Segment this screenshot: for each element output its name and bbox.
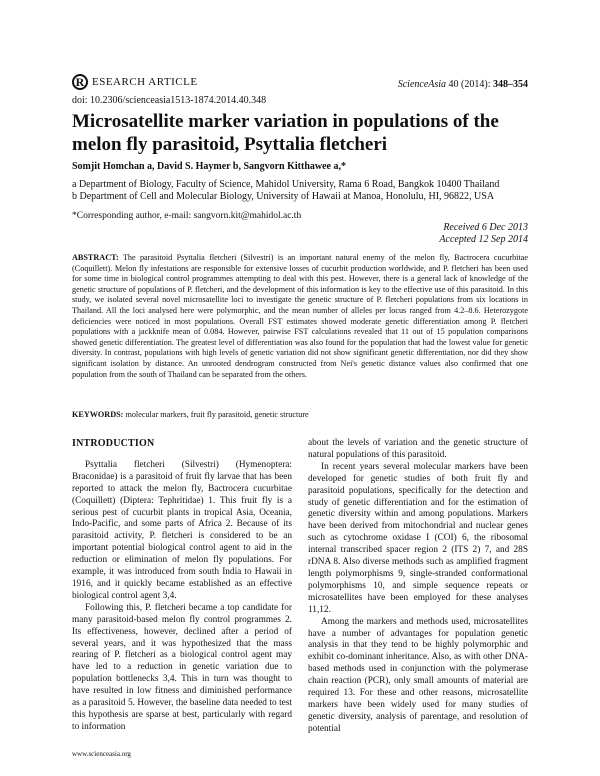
footer-url[interactable]: www.scienceasia.org — [72, 750, 131, 758]
abstract-label: ABSTRACT: — [72, 253, 119, 262]
intro-paragraph-4: Among the markers and methods used, microsatellites have a number of advantages for population genetic analysis in that they tend to be highly polymorphic and exhibit co-dominant inheritance. Also, as with other DNA-based methods used in conjunction with the polymerase chain reaction (PCR), only small amounts of material are required 13. For these and other reasons, microsatellite markers have been widely used for many studies of genetic diversity, analysis of parentage, and resolution of potential — [308, 616, 528, 734]
keywords-text: molecular markers, fruit fly parasitoid, genetic structure — [125, 410, 309, 419]
intro-paragraph-2: Following this, P. fletcheri became a top candidate for many parasitoid-based melon fly control programmes 2. Its effectiveness, however, declined after a period of several years, and it was hypothesized that the mass rearing of P. fletcheri as a biological control agent may have led to a reduction in genetic variation due to population bottlenecks 3,4. This in turn was thought to have resulted in low fitness and diminished performance as a parasitoid 5. However, the baseline data needed to test this hypothesis are sparse at best, particularly with regard to information — [72, 602, 292, 732]
keywords-label: KEYWORDS: — [72, 410, 124, 419]
intro-paragraph-1: Psyttalia fletcheri (Silvestri) (Hymenoptera: Braconidae) is a parasitoid of fruit fly larvae that has been reported to attack the melon fly, Bactrocera cucurbitae (Coquillett) (Diptera: Tephritidae) 1. This fruit fly is a serious pest of cucurbit plants in tropical Asia, Oceania, Indo-Pacific, and some parts of Africa 2. Because of its parasitoid activity, P. fletcheri is considered to be an important potential biological control agent to aid in the reduction or elimination of melon fly populations. For example, it was introduced from south India to Hawaii in 1916, and it quickly became established as an effective biological control agent 3,4. — [72, 459, 292, 601]
doi[interactable]: doi: 10.2306/scienceasia1513-1874.2014.40.348 — [72, 95, 267, 106]
section-heading-introduction: INTRODUCTION — [72, 438, 155, 449]
journal-logo: R — [72, 74, 88, 90]
journal-volume: 40 (2014): — [448, 79, 491, 90]
abstract — [72, 253, 528, 380]
intro-paragraph-continued: about the levels of variation and the genetic structure of natural populations of this parasitoid. — [308, 438, 528, 460]
article-type: ESEARCH ARTICLE — [92, 76, 198, 88]
paper-title: Microsatellite marker variation in populations of the melon fly parasitoid, Psyttalia fletcheri — [72, 111, 499, 155]
journal-citation — [398, 79, 528, 90]
intro-paragraph-3: In recent years several molecular markers have been developed for genetic studies of both fruit fly and parasitoid populations, specifically for the detection and study of genetic differentiation and for the estimation of genetic diversity within and among populations. Markers have been derived from mitochondrial and nuclear genes such as cytochrome oxidase I (COI) 6, the ribosomal internal transcribed spacer region 2 (ITS 2) 7, and 28S rDNA 8. Also diverse methods such as amplified fragment length polymorphisms 9, single-stranded conformational polymorphisms 10, and simple sequence repeats or microsatellites have been employed for these analyses 11,12. — [308, 461, 528, 615]
journal-pages: 348–354 — [493, 79, 528, 90]
journal-name: ScienceAsia — [397, 79, 447, 90]
accepted-date: Accepted 12 Sep 2014 — [439, 234, 528, 245]
abstract-text: The parasitoid Psyttalia fletcheri (Silvestri) is an important natural enemy of the melon fly, Bactrocera cucurbitae (Coquillett). Melon fly infestations are responsible for extensive losses of cucurbit production worldwide, and P. fletcheri has been used for some time in biological control programmes attempting to deal with this pest. However, there is a general lack of knowledge of the genetic structure of populations of P. fletcheri, and the development of this information is key to the effective use of this parasitoid. In this study, we isolated several novel microsatellite loci to investigate the genetic structure of P. fletcheri populations from six locations in Thailand. All the loci analysed here were polymorphic, and the mean number of alleles per locus ranged from 4.2–8.6. Heterozygote deficiencies were noticed in most populations. Overall FST estimates showed moderate genetic differentiation among P. fletcheri populations with a jackknife mean of 0.084. However, pairwise FST calculations revealed that 11 out of 15 population comparisons showed genetic differentiation. The greatest level of differentiation was also found for the population that had the lowest value for genetic diversity. In contrast, populations with high levels of genetic variation did not show significant genetic differentiation, nor did they show significant isolation by distance. An unrooted dendrogram constructed from Nei's genetic distance values also confirmed that one population from the south of Thailand can be separated from the others. — [72, 253, 528, 379]
authors: Somjit Homchan a, David S. Haymer b, Sangvorn Kitthawee a,* — [72, 161, 346, 172]
received-date: Received 6 Dec 2013 — [443, 222, 528, 233]
affiliation-b: b Department of Cell and Molecular Biology, University of Hawaii at Manoa, Honolulu, HI, 96822, USA — [72, 191, 495, 202]
corresponding-author: *Corresponding author, e-mail: sangvorn.kit@mahidol.ac.th — [72, 211, 302, 221]
keywords — [72, 410, 528, 419]
affiliation-a: a Department of Biology, Faculty of Science, Mahidol University, Rama 6 Road, Bangkok 10400 Thailand — [72, 179, 500, 190]
left-column — [72, 438, 292, 734]
right-column — [308, 438, 528, 736]
